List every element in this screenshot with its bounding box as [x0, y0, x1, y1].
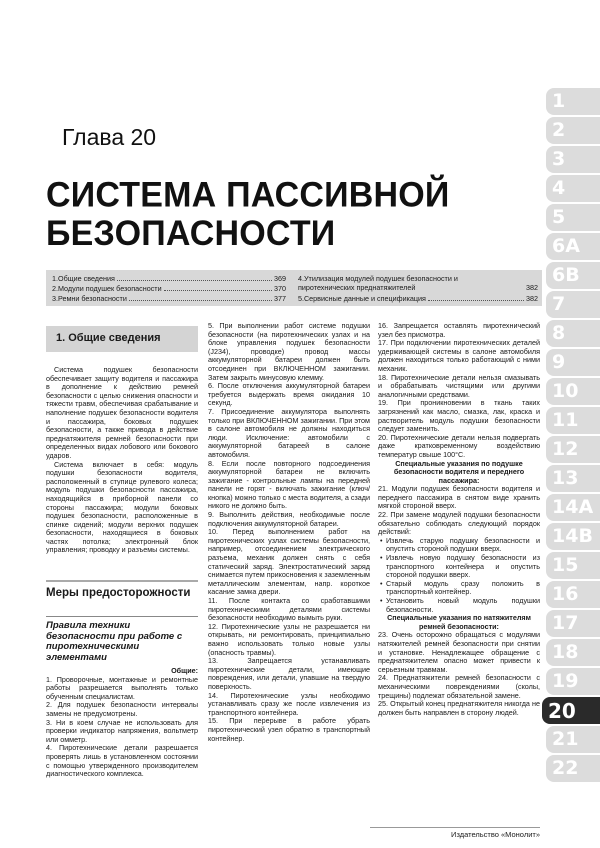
section-heading-general: 1. Общие сведения: [46, 326, 198, 352]
chapter-tabs: [546, 88, 600, 848]
tab-chapter[interactable]: 3: [546, 146, 600, 173]
tab-chapter[interactable]: 5: [546, 204, 600, 231]
column-3-text: [378, 322, 540, 717]
subsection-heading: Правила техники безопасности при работе с пиротехническими элементами: [46, 616, 198, 663]
tab-chapter[interactable]: 6А: [546, 233, 600, 260]
list-item: 2. Для подушек безопасности интервалы замены не предусмотрены.: [46, 700, 198, 718]
list-item: 18. Пиротехнические детали нельзя смазывать и обрабатывать чистящими или другими аналогичными средствами.: [378, 372, 540, 399]
tab-chapter[interactable]: 1: [546, 88, 600, 115]
tab-chapter[interactable]: 18: [546, 639, 600, 666]
toc-item-label: 4.Утилизация модулей подушек безопасности и пиротехнических преднатяжителей: [298, 274, 458, 292]
toc-item-label: 3.Ремни безопасности: [52, 294, 127, 303]
airbag-instructions-heading: Специальные указания по подушке безопасности водителя и переднего пассажира:: [393, 458, 525, 485]
list-item: 1. Проворочные, монтажные и ремонтные работы разрешается выполнять только обученным специалистам.: [46, 674, 198, 701]
toc-item-page: 377: [274, 294, 286, 303]
list-item: 14. Пиротехнические узлы необходимо устанавливать сразу же после извлечения из транспортного контейнера.: [208, 690, 370, 717]
tab-chapter[interactable]: 8: [546, 320, 600, 347]
tab-chapter[interactable]: 4: [546, 175, 600, 202]
chapter-number: Глава 20: [62, 124, 157, 150]
tab-chapter[interactable]: 21: [546, 726, 600, 753]
toc-item-page: 369: [274, 274, 286, 283]
title-line-1: СИСТЕМА ПАССИВНОЙ: [46, 175, 450, 215]
tab-chapter[interactable]: 2: [546, 117, 600, 144]
column-2-text: [208, 322, 370, 743]
toc-item-label: 2.Модули подушек безопасности: [52, 284, 162, 293]
publisher-footer: Издательство «Монолит»: [370, 827, 540, 839]
list-item: 24. Преднатяжители ремней безопасности с механическими повреждениями (сколы, трещины) подлежат обязательной замене.: [378, 673, 540, 700]
tab-chapter[interactable]: 16: [546, 581, 600, 608]
toc-item-page: 370: [274, 284, 286, 293]
list-item: 13. Запрещается устанавливать пиротехнические детали, имеющие повреждения, или детали, упавшие на твердую поверхность.: [208, 656, 370, 691]
tab-chapter[interactable]: 6В: [546, 262, 600, 289]
toc-item[interactable]: [52, 284, 286, 293]
list-item: 7. Присоединение аккумулятора выполнять только при ВКЛЮЧЕННОМ зажигании. При этом в салоне автомобиля не должны находиться люди. Исключение: автомобили с аккумуляторной батареей в салоне автомобиля.: [208, 406, 370, 459]
list-item: 16. Запрещается оставлять пиротехнический узел без присмотра.: [378, 321, 540, 339]
toc-item-label: 1.Общие сведения: [52, 274, 115, 283]
toc-item[interactable]: [298, 274, 538, 294]
belt-instructions-heading: Специальные указания по натяжителям ремней безопасности:: [387, 613, 531, 631]
list-item: 25. Открытый конец преднатяжителя никогда не должен быть направлен в сторону людей.: [378, 699, 540, 717]
list-item: 8. Если после повторного подсоединения аккумуляторной батареи не включить зажигание - контрольные лампы на передней панели не горят - включать зажигание (ключ/кнопка) можно только с места водителя, а сзади никого не должно быть.: [208, 458, 370, 511]
list-item: 4. Пиротехнические детали разрешается проверять лишь в установленном состоянии с помощью утвержденного производителем диагностического комплекса.: [46, 743, 198, 779]
title-line-2: БЕЗОПАСНОСТИ: [46, 213, 336, 254]
tab-chapter[interactable]: 10: [546, 378, 600, 405]
bullet-item: • Извлечь новую подушку безопасности из транспортного контейнера и опустить стороной подушки вверх.: [378, 554, 540, 580]
list-item: 19. При проникновении в ткань таких загрязнений как масло, смазка, лак, краска и растворитель модуль подушки безопасности следует заменить.: [378, 398, 540, 434]
tab-chapter[interactable]: 19: [546, 668, 600, 695]
toc-item-page: 382: [526, 283, 538, 292]
list-item: 12. Пиротехнические узлы не разрешается ни открывать, ни ремонтировать, принципиально важно использовать только новые узлы (опасность травмы).: [208, 621, 370, 657]
section-heading-precautions: Меры предосторожности: [46, 580, 198, 600]
table-of-contents: [46, 270, 542, 306]
toc-item[interactable]: [298, 294, 538, 303]
paragraph: Система включает в себя: модуль подушки безопасности водителя, расположенный в ступице рулевого колеса; модуль подушки безопасности пассажира, находящийся в приборной панели со стороны пассажира; модули боковых подушек безопасности, расположенные в спинке сидений; модули верхних подушек безопасности, находящиеся в боковых частях потолка; электронный блок управления; проводку и разъемы системы.: [46, 459, 198, 555]
toc-item-page: 382: [526, 294, 538, 303]
tab-chapter-active[interactable]: 20: [542, 697, 600, 724]
list-item: 5. При выполнении работ системе подушки безопасности (на пиротехнических узлах и на блоке управления подушек безопасности (J234), проводке) провод массы аккумуляторной батареи должен быть отсоединен при ВКЛЮЧЕННОМ зажигании. Затем закрыть минусовую клемму.: [208, 321, 370, 382]
tab-chapter[interactable]: 13: [546, 465, 600, 492]
list-item: 15. При перерыве в работе убрать пиротехнический узел обратно в транспортный контейнер.: [208, 716, 370, 743]
tab-chapter[interactable]: 22: [546, 755, 600, 782]
list-item: 21. Модули подушек безопасности водителя и переднего пассажира в снятом виде хранить мягкой стороной вверх.: [378, 484, 540, 511]
list-item: 9. Выполнить действия, необходимые после подключения аккумуляторной батареи.: [208, 510, 370, 528]
column-1-rules: [46, 667, 198, 779]
column-1-text: [46, 366, 198, 555]
tab-chapter[interactable]: 12: [546, 436, 600, 463]
bullet-item: • Извлечь старую подушку безопасности и опустить стороной подушки вверх.: [378, 537, 540, 554]
page-title: [46, 177, 450, 254]
tab-chapter[interactable]: 7: [546, 291, 600, 318]
toc-item-label: 5.Сервисные данные и спецификация: [298, 294, 426, 303]
list-item: 11. После контакта со сработавшими пиротехническими деталями системы безопасности необходимо вымыть руки.: [208, 596, 370, 623]
tab-chapter[interactable]: 11: [546, 407, 600, 434]
list-item: 23. Очень осторожно обращаться с модулями натяжителей ремней безопасности при снятии и установке. Ненадлежащее обращение с преднатяжителем опасно может привести к серьезным травмам.: [378, 630, 540, 674]
list-item: 3. Ни в коем случае не использовать для проверки индикатор напряжения, вольтметр или омметр.: [46, 717, 198, 744]
tab-chapter[interactable]: 9: [546, 349, 600, 376]
list-item: 22. При замене модулей подушки безопасности обязательно соблюдать следующий порядок действий:: [378, 510, 540, 537]
list-item: 6. После отключения аккумуляторной батареи требуется выдержать время ожидания 10 секунд.: [208, 381, 370, 408]
list-item: 20. Пиротехнические детали нельзя подвергать даже кратковременному воздействию температур свыше 100°C.: [378, 432, 540, 459]
tab-chapter[interactable]: 14А: [546, 494, 600, 521]
bullet-item: • Установить новый модуль подушки безопасности.: [378, 597, 540, 614]
tab-chapter[interactable]: 14В: [546, 523, 600, 550]
bullet-item: • Старый модуль сразу положить в транспортный контейнер.: [378, 580, 540, 597]
list-item: 17. При подключении пиротехнических деталей удерживающей системы в салоне автомобиля должен находиться только работающий с ними механик.: [378, 338, 540, 373]
tab-chapter[interactable]: 15: [546, 552, 600, 579]
tab-chapter[interactable]: 17: [546, 610, 600, 637]
toc-item[interactable]: [52, 274, 286, 283]
general-label: Общие:: [171, 666, 198, 675]
paragraph: Система подушек безопасности обеспечивает защиту водителя и пассажира в дополнение к действию ремней безопасности с целью снижения опасности и тяжести травм, обеспечивая срабатывание и наполнение подушек безопасности водителя и пассажира, боковых подушек безопасности, а также привода в действие преднатяжителя ремней безопасности при определенных видах лобового или бокового ударов.: [46, 365, 198, 460]
list-item: 10. Перед выполнением работ на пиротехнических узлах системы безопасности, например, отсоединением электрического разъема, механик должен снять с себя статический заряд. Электростатический заряд снимается путем прикосновения к заземленным металлическим элементам, напр. короткое касание замка двери.: [208, 527, 370, 597]
toc-item[interactable]: [52, 294, 286, 303]
